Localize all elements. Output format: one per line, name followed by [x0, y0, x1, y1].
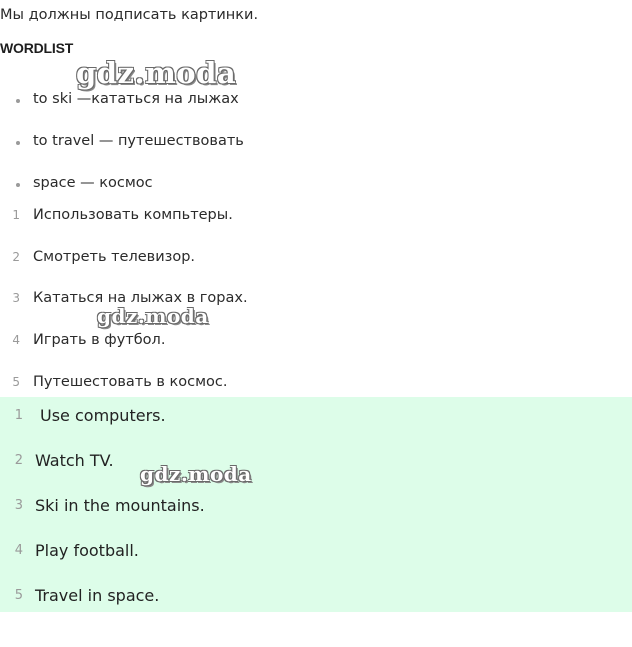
answer-item-text: Travel in space. — [35, 586, 160, 605]
wordlist-item-text: space — космос — [33, 175, 153, 191]
bullet-icon — [16, 99, 20, 103]
watermark: gdz.moda — [140, 462, 252, 486]
answer-item-number: 5 — [14, 588, 23, 603]
list-item-text: Кататься на лыжах в горах. — [33, 290, 248, 306]
intro-text: Мы должны подписать картинки. — [0, 7, 259, 23]
list-item-text: Путешестовать в космос. — [33, 374, 228, 390]
wordlist-heading: WORDLIST — [0, 40, 74, 56]
wordlist-item-text: to ski —кататься на лыжах — [33, 91, 239, 107]
bullet-icon — [16, 141, 20, 145]
wordlist-item-text: to travel — путешествовать — [33, 133, 244, 149]
watermark: gdz.moda — [76, 56, 237, 90]
answer-item-number: 2 — [14, 453, 23, 468]
answer-item-text: Watch TV. — [35, 451, 114, 470]
list-item-number: 4 — [12, 333, 20, 347]
list-item-number: 5 — [12, 375, 20, 389]
list-item-text: Играть в футбол. — [33, 332, 166, 348]
bullet-icon — [16, 183, 20, 187]
list-item-text: Использовать компьтеры. — [33, 207, 233, 223]
answer-block — [0, 397, 632, 612]
answer-item-text: Use computers. — [40, 406, 166, 425]
list-item-text: Смотреть телевизор. — [33, 249, 196, 265]
answer-item-number: 1 — [14, 408, 23, 423]
list-item-number: 2 — [12, 250, 20, 264]
list-item-number: 3 — [12, 291, 20, 305]
answer-item-number: 4 — [14, 543, 23, 558]
list-item-number: 1 — [12, 208, 20, 222]
answer-item-text: Play football. — [35, 541, 139, 560]
watermark: gdz.moda — [97, 304, 209, 328]
answer-item-text: Ski in the mountains. — [35, 496, 205, 515]
answer-item-number: 3 — [14, 498, 23, 513]
